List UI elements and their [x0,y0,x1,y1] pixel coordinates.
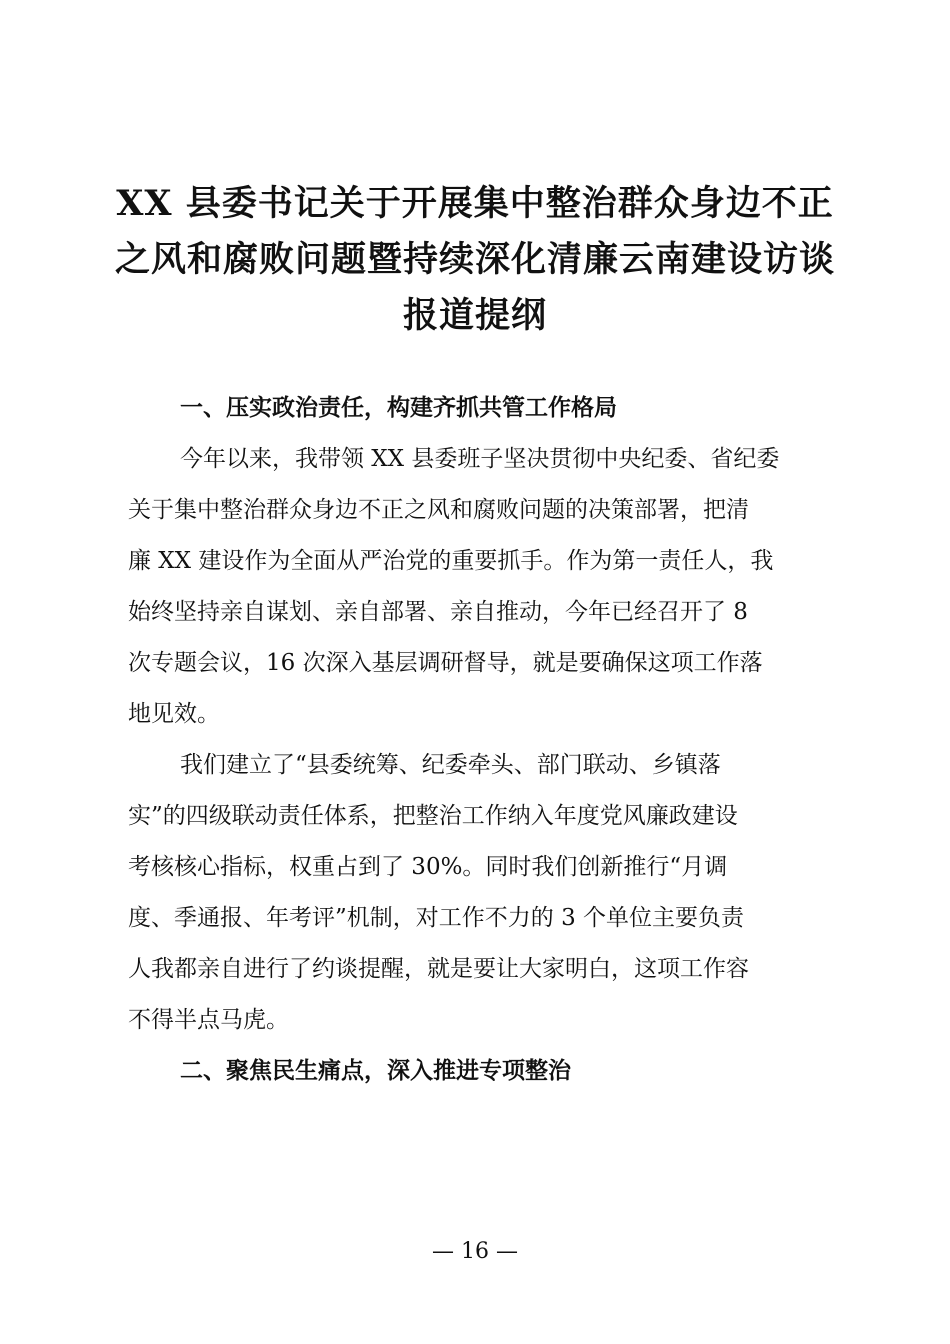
document-title [110,176,840,344]
section-1-paragraph-2 [128,740,828,1046]
paragraph-line: 次专题会议，16 次深入基层调研督导，就是要确保这项工作落 [128,650,763,676]
paragraph-line: 廉 XX 建设作为全面从严治党的重要抓手。作为第一责任人，我 [128,548,774,574]
paragraph-line: 关于集中整治群众身边不正之风和腐败问题的决策部署，把清 [128,497,749,523]
paragraph-line: 度、季通报、年考评”机制，对工作不力的 3 个单位主要负责 [128,905,745,931]
paragraph-line: 不得半点马虎。 [128,1007,289,1033]
section-1-paragraph-1 [128,434,828,740]
title-line-3: 报道提纲 [402,295,547,336]
title-line-1: XX 县委书记关于开展集中整治群众身边不正 [116,183,834,224]
section-2-heading: 二、聚焦民生痛点，深入推进专项整治 [180,1058,571,1084]
paragraph-line: 实”的四级联动责任体系，把整治工作纳入年度党风廉政建设 [128,803,738,829]
document-body [128,383,828,1097]
paragraph-line: 人我都亲自进行了约谈提醒，就是要让大家明白，这项工作容 [128,956,749,982]
paragraph-line: 始终坚持亲自谋划、亲自部署、亲自推动，今年已经召开了 8 [128,599,748,625]
paragraph-line: 考核核心指标，权重占到了 30%。同时我们创新推行“月调 [128,854,728,880]
title-line-2: 之风和腐败问题暨持续深化清廉云南建设访谈 [114,239,835,280]
paragraph-line: 今年以来，我带领 XX 县委班子坚决贯彻中央纪委、省纪委 [180,446,780,472]
section-1-heading: 一、压实政治责任，构建齐抓共管工作格局 [180,395,617,421]
paragraph-line: 地见效。 [128,701,220,727]
paragraph-line: 我们建立了“县委统筹、纪委牵头、部门联动、乡镇落 [180,752,721,778]
page-number: — 16 — [432,1239,518,1264]
